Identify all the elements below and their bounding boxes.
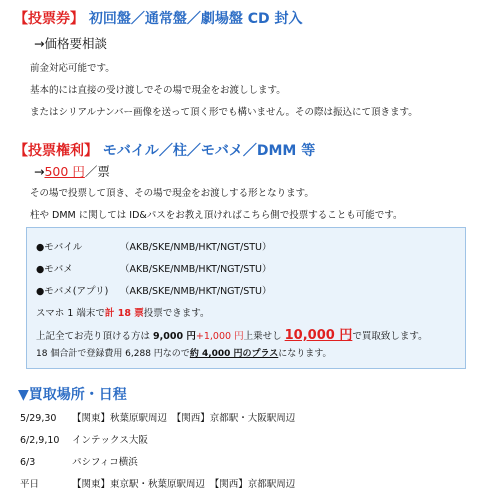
box-buy-price	[36, 324, 428, 343]
schedule-row	[20, 410, 295, 424]
section1-line-1: 前金対応可能です。	[30, 63, 115, 74]
section1-line-3: またはシリアルナンバー画像を送って頂く形でも構いません。その際は振込にて頂きます。	[30, 107, 418, 118]
schedule-place: パシフィコ横浜	[72, 457, 138, 468]
section2-price-value: 500 円	[44, 164, 85, 179]
section2-price-unit: ／票	[84, 164, 110, 179]
section1-line-2: 基本的には直接の受け渡しでその場で現金をお渡しします。	[30, 85, 286, 96]
schedule-row	[20, 454, 138, 468]
box-item-label: ●モバイル	[36, 242, 83, 253]
box-item-mobile	[36, 239, 272, 253]
box-line5-d: 上乗せし	[243, 331, 282, 342]
box-line6-b: 約 4,000 円のプラス	[189, 349, 279, 359]
box-line5-e: 10,000 円	[284, 328, 353, 343]
box-item-label: ●モバメ(アプリ)	[36, 286, 109, 297]
box-item-label: ●モバメ	[36, 264, 73, 275]
section2-arrow: →	[34, 164, 45, 179]
schedule-place: インテックス大阪	[72, 435, 148, 446]
box-profit	[36, 346, 332, 359]
box-item-value: （AKB/SKE/NMB/HKT/NGT/STU）	[120, 286, 272, 297]
box-item-mobame-app	[36, 283, 272, 297]
section2-price	[34, 162, 110, 180]
box-line5-f: で買取致します。	[352, 331, 428, 342]
box-item-value: （AKB/SKE/NMB/HKT/NGT/STU）	[120, 242, 272, 253]
box-item-mobame	[36, 261, 272, 275]
section1-heading	[14, 8, 303, 28]
schedule-date: 平日	[20, 479, 40, 490]
box-line5-a: 上記全てお売り頂ける方は	[36, 331, 151, 342]
schedule-place: 【関東】秋葉原駅周辺 【関西】京都駅・大阪駅周辺	[72, 413, 296, 424]
box-line6-c: になります。	[278, 349, 332, 359]
section2-bracket: 【投票権利】	[14, 143, 98, 159]
schedule-heading: ▼買取場所・日程	[18, 387, 127, 403]
section2-title: モバイル／柱／モバメ／DMM 等	[102, 143, 316, 159]
box-line5-b: 9,000 円	[153, 331, 196, 342]
schedule-place: 【関東】東京駅・秋葉原駅周辺 【関西】京都駅周辺	[72, 479, 296, 490]
section2-heading	[14, 140, 315, 160]
section2-line-2: 柱や DMM に関しては ID&パスをお教え頂ければこちら側で投票することも可能です。	[30, 210, 403, 221]
box-total-votes	[36, 305, 210, 319]
schedule-date: 6/2,9,10	[20, 435, 60, 446]
box-line4-b: 計 18 票	[104, 308, 144, 319]
box-line5-c: +1,000 円	[195, 331, 244, 342]
section2-line-1: その場で投票して頂き、その場で現金をお渡しする形となります。	[30, 188, 314, 199]
box-line4-c: 投票できます。	[143, 308, 210, 319]
box-line6-a: 18 個合計で登録費用 6,288 円なので	[36, 349, 190, 359]
schedule-row	[20, 476, 295, 490]
section1-title: 初回盤／通常盤／劇場盤 CD 封入	[88, 11, 303, 27]
section1-price: →価格要相談	[34, 36, 107, 51]
box-line4-a: スマホ 1 端末で	[36, 308, 105, 319]
schedule-date: 6/3	[20, 457, 36, 468]
schedule-date: 5/29,30	[20, 413, 57, 424]
section1-bracket: 【投票券】	[14, 11, 84, 27]
box-item-value: （AKB/SKE/NMB/HKT/NGT/STU）	[120, 264, 272, 275]
schedule-row	[20, 432, 148, 446]
